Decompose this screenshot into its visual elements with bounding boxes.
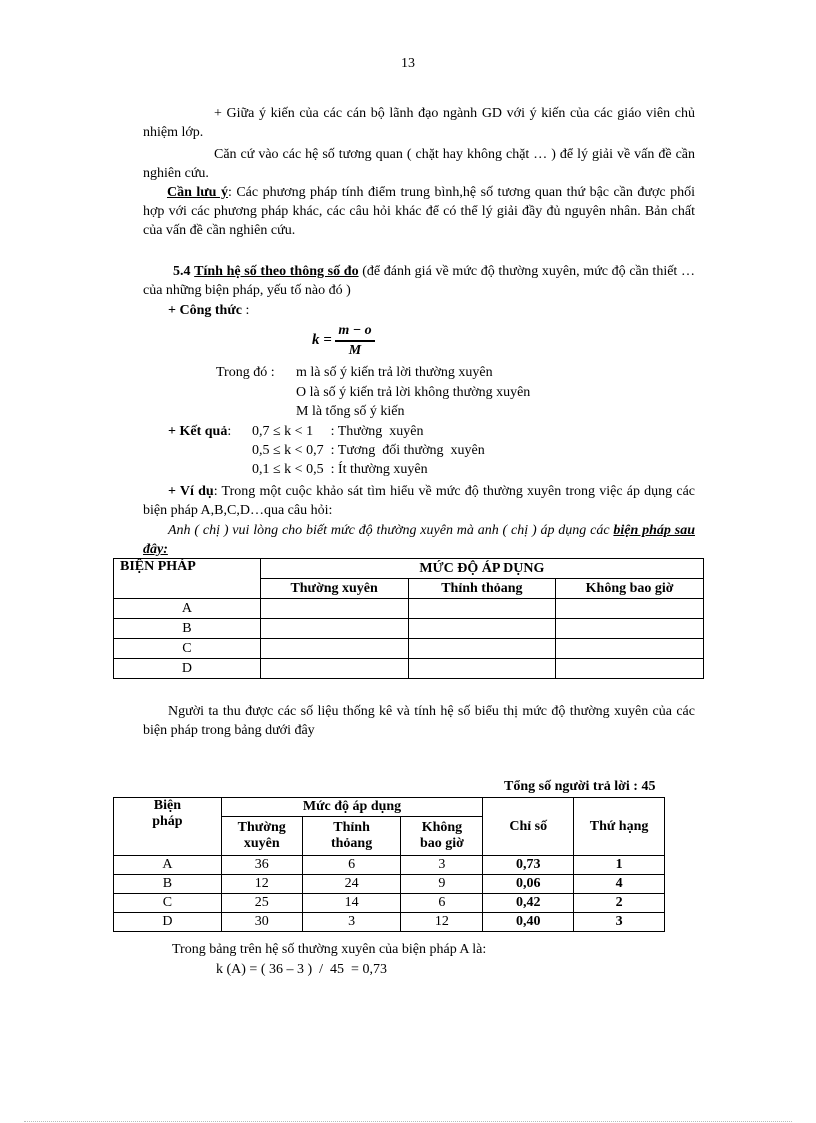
section-title: Tính hệ số theo thông số đo [194, 264, 359, 279]
intro-line-2: Căn cứ vào các hệ số tương quan ( chặt hay không chặt … ) để lý giải về vấn đề cần nghiên cứu. [143, 147, 695, 181]
conclusion-line-1: Trong bảng trên hệ số thường xuyên của biện pháp A là: [172, 942, 487, 957]
section-title-rest: (để đánh giá về mức độ thường xuyên, mức độ cần thiết …của những biện pháp, yếu tố nào đó ) [143, 264, 695, 298]
results-index: 0,42 [483, 894, 574, 913]
table-row [114, 659, 704, 679]
results-sometimes: 6 [302, 856, 401, 875]
survey-cell [408, 639, 556, 659]
results-index: 0,06 [483, 875, 574, 894]
result-label-line: + Kết quả: [168, 424, 232, 439]
results-header-rank: Thứ hạng [574, 798, 665, 856]
table-row [114, 913, 665, 932]
intro-line-1: + Giữa ý kiến của các cán bộ lãnh đạo ngành GD với ý kiến của các giáo viên chủ nhiệm lớp. [143, 106, 695, 140]
survey-header-measure: BIỆN PHÁP [114, 559, 261, 599]
formula-label: + Công thức [168, 303, 242, 318]
table-row [114, 856, 665, 875]
table-row [114, 619, 704, 639]
survey-row-label: D [114, 659, 261, 679]
survey-cell [260, 619, 408, 639]
survey-subheader-never: Không bao giờ [556, 579, 704, 599]
conclusion-line-2: k (A) = ( 36 – 3 ) / 45 = 0,73 [216, 962, 387, 977]
results-never: 3 [401, 856, 483, 875]
result-row-3: 0,1 ≤ k < 0,5 : Ít thường xuyên [252, 462, 428, 477]
result-row-2: 0,5 ≤ k < 0,7 : Tương đối thường xuyên [252, 443, 485, 458]
formula-denominator: M [348, 343, 362, 358]
results-often: 12 [221, 875, 302, 894]
results-never: 9 [401, 875, 483, 894]
where-m: m là số ý kiến trả lời thường xuyên [296, 365, 493, 380]
survey-cell [408, 619, 556, 639]
results-rank: 3 [574, 913, 665, 932]
example-text: : Trong một cuộc khảo sát tìm hiểu về mức độ thường xuyên trong việc áp dụng các biện pháp A,B,C,D…qua câu hỏi: [143, 484, 696, 518]
survey-cell [408, 659, 556, 679]
survey-cell [556, 659, 704, 679]
note-paragraph [143, 183, 695, 240]
results-sometimes: 14 [302, 894, 401, 913]
results-sometimes: 3 [302, 913, 401, 932]
results-never: 12 [401, 913, 483, 932]
survey-cell [556, 639, 704, 659]
section-number: 5.4 [173, 264, 191, 279]
formula-fraction [335, 322, 374, 360]
where-o: O là số ý kiến trả lời không thường xuyên [296, 385, 531, 400]
results-header-index: Chỉ số [483, 798, 574, 856]
results-index: 0,73 [483, 856, 574, 875]
result-row-1: 0,7 ≤ k < 1 : Thường xuyên [252, 424, 424, 439]
formula-lhs: k = [312, 332, 332, 349]
results-rank: 4 [574, 875, 665, 894]
results-subheader-often: Thường xuyên [221, 817, 302, 856]
survey-subheader-often: Thường xuyên [260, 579, 408, 599]
page-bottom-divider [24, 1121, 792, 1122]
survey-cell [260, 599, 408, 619]
table-row [114, 875, 665, 894]
result-label: + Kết quả [168, 424, 228, 439]
survey-cell [260, 659, 408, 679]
where-label: Trong đó : [216, 365, 275, 380]
paragraph-after-table: Người ta thu được các số liệu thống kê và tính hệ số biểu thị mức độ thường xuyên của các biện pháp trong bảng dưới đây [143, 704, 695, 738]
results-header-level: Mức độ áp dụng [221, 798, 483, 817]
question-part-2: biện pháp sau đây: [143, 523, 695, 557]
survey-cell [556, 619, 704, 639]
survey-cell [556, 599, 704, 619]
survey-row-label: A [114, 599, 261, 619]
page-number: 13 [401, 56, 415, 71]
where-M: M là tổng số ý kiến [296, 404, 405, 419]
results-subheader-never: Không bao giờ [401, 817, 483, 856]
results-rank: 1 [574, 856, 665, 875]
table-row [114, 639, 704, 659]
survey-table [113, 558, 704, 679]
results-sometimes: 24 [302, 875, 401, 894]
survey-subheader-sometimes: Thỉnh thỏang [408, 579, 556, 599]
results-never: 6 [401, 894, 483, 913]
section-heading [143, 262, 695, 300]
survey-cell [408, 599, 556, 619]
question-paragraph [143, 521, 695, 559]
results-header-measure: Biện pháp [114, 798, 222, 856]
table-row [114, 894, 665, 913]
results-measure: A [114, 856, 222, 875]
formula [312, 322, 375, 360]
results-often: 25 [221, 894, 302, 913]
results-often: 36 [221, 856, 302, 875]
results-measure: C [114, 894, 222, 913]
table-row [114, 599, 704, 619]
question-part-1: Anh ( chị ) vui lòng cho biết mức độ thường xuyên mà anh ( chị ) áp dụng các [168, 523, 610, 538]
example-label: + Ví dụ [168, 484, 214, 499]
note-text: : Các phương pháp tính điểm trung bình,hệ số tương quan thứ bậc cần được phối hợp với các phương pháp khác, các câu hỏi khác để có thể lý giải đầy đủ nguyên nhân. Bản chất của vấn đề cần nghiên cứu. [143, 185, 695, 238]
results-often: 30 [221, 913, 302, 932]
results-measure: D [114, 913, 222, 932]
formula-label-line: + Công thức : [168, 303, 250, 318]
example-paragraph [143, 482, 695, 520]
survey-cell [260, 639, 408, 659]
total-respondents: Tổng số người trả lời : 45 [504, 779, 656, 794]
survey-row-label: B [114, 619, 261, 639]
formula-numerator: m − o [335, 322, 374, 342]
results-measure: B [114, 875, 222, 894]
survey-header-level: MỨC ĐỘ ÁP DỤNG [260, 559, 703, 579]
results-rank: 2 [574, 894, 665, 913]
survey-row-label: C [114, 639, 261, 659]
results-subheader-sometimes: Thỉnh thỏang [302, 817, 401, 856]
results-index: 0,40 [483, 913, 574, 932]
results-table [113, 797, 665, 932]
note-label: Cần lưu ý [167, 185, 228, 200]
